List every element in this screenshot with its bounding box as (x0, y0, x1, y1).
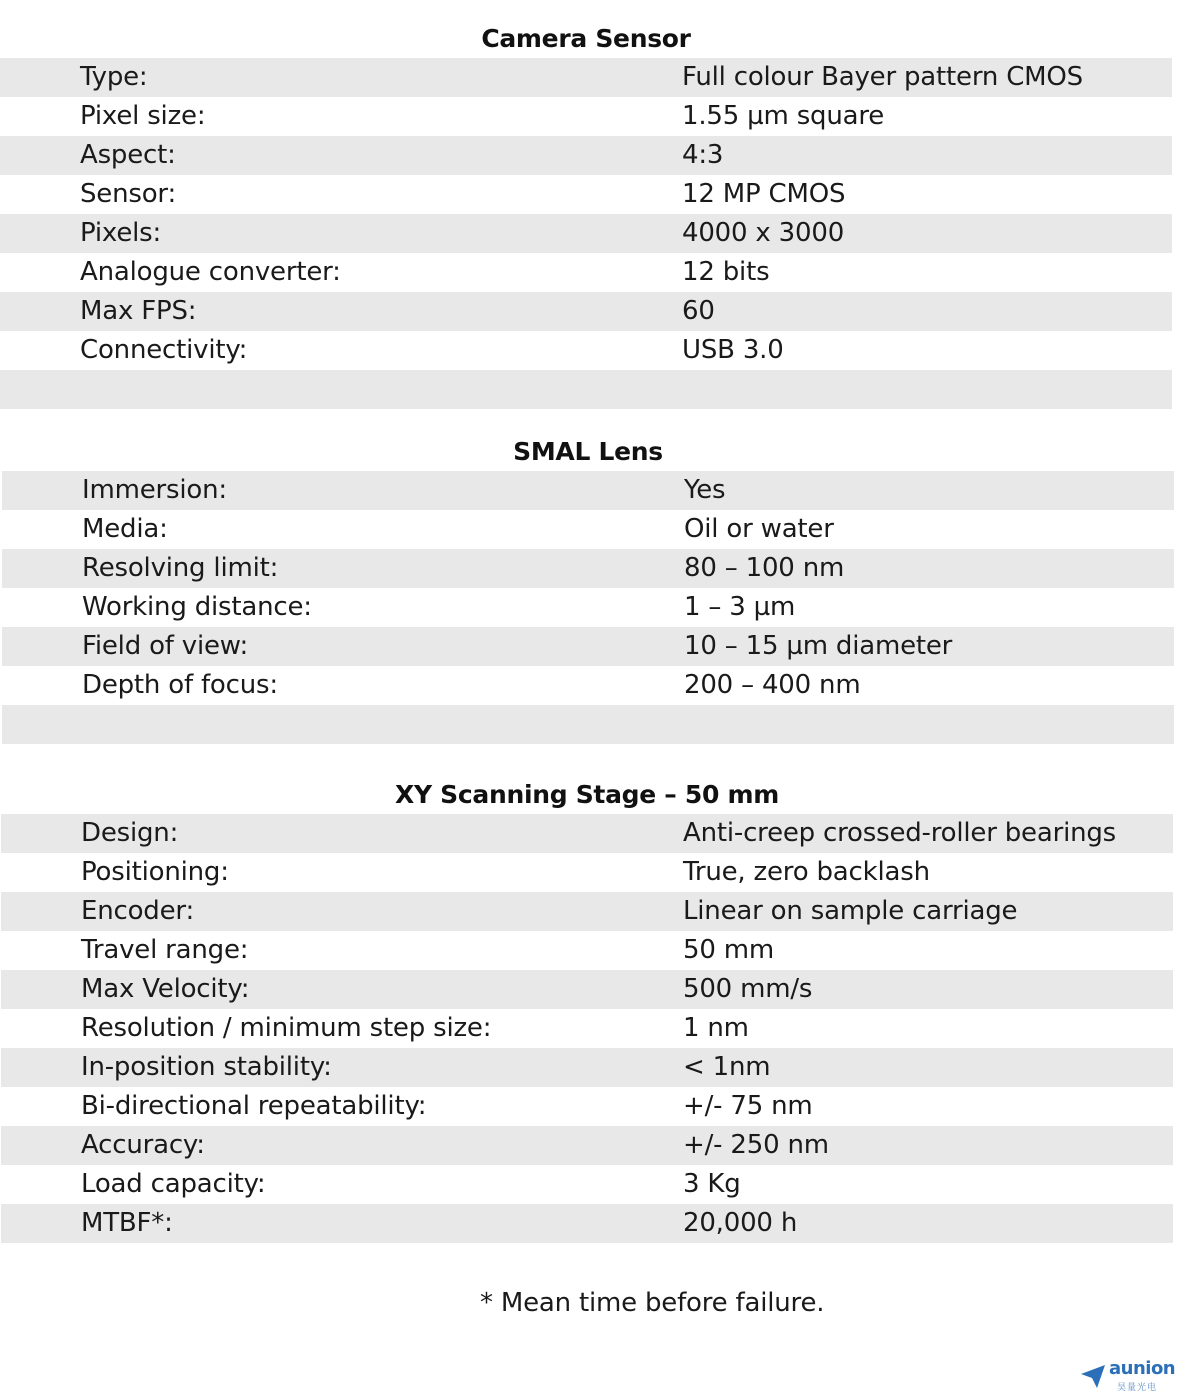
spec-value: 1 nm (683, 1013, 749, 1043)
xy-scanning-stage-section (1, 775, 1173, 1243)
spec-value: 80 – 100 nm (684, 553, 845, 583)
spec-value: +/- 75 nm (683, 1091, 813, 1121)
spec-label: Resolution / minimum step size: (81, 1013, 492, 1043)
spec-value: 10 – 15 µm diameter (684, 631, 953, 661)
spec-value: Anti-creep crossed-roller bearings (683, 818, 1117, 848)
spec-label: Immersion: (82, 475, 227, 505)
spec-row (0, 175, 1172, 214)
spec-row (1, 1087, 1173, 1126)
spec-row (1, 931, 1173, 970)
spec-row (2, 471, 1174, 510)
spec-label: Design: (81, 818, 179, 848)
section-title: SMAL Lens (513, 437, 663, 466)
camera-sensor-section (0, 19, 1172, 409)
spec-row (0, 253, 1172, 292)
spacer-row (0, 370, 1172, 409)
spec-value: Full colour Bayer pattern CMOS (682, 62, 1083, 92)
spec-row (2, 627, 1174, 666)
spec-label: Travel range: (81, 935, 249, 965)
spec-label: MTBF*: (81, 1208, 173, 1238)
spec-label: Resolving limit: (82, 553, 279, 583)
spec-row (1, 1009, 1173, 1048)
spec-row (0, 97, 1172, 136)
spec-label: Max Velocity: (81, 974, 250, 1004)
spec-row (2, 549, 1174, 588)
spec-row (0, 214, 1172, 253)
spec-label: Type: (80, 62, 148, 92)
spec-row (0, 58, 1172, 97)
spec-label: Connectivity: (80, 335, 248, 365)
spec-value: 4000 x 3000 (682, 218, 845, 248)
spec-value: 3 Kg (683, 1169, 741, 1199)
spec-row (0, 136, 1172, 175)
spec-label: Field of view: (82, 631, 249, 661)
spec-value: +/- 250 nm (683, 1130, 829, 1160)
spec-row (2, 588, 1174, 627)
spec-value: 12 MP CMOS (682, 179, 846, 209)
spec-label: Pixel size: (80, 101, 206, 131)
spec-row (2, 510, 1174, 549)
spec-label: Positioning: (81, 857, 229, 887)
spec-label: Depth of focus: (82, 670, 278, 700)
spec-value: Linear on sample carriage (683, 896, 1018, 926)
spec-value: 200 – 400 nm (684, 670, 861, 700)
spec-label: Max FPS: (80, 296, 197, 326)
spec-value: 20,000 h (683, 1208, 798, 1238)
spec-value: 1 – 3 µm (684, 592, 796, 622)
spec-value: Yes (684, 475, 726, 505)
spec-value: 50 mm (683, 935, 775, 965)
spec-value: 60 (682, 296, 715, 326)
spec-label: Analogue converter: (80, 257, 341, 287)
spec-label: Bi-directional repeatability: (81, 1091, 427, 1121)
section-title: XY Scanning Stage – 50 mm (394, 780, 780, 809)
spec-row (1, 853, 1173, 892)
spec-value: 4:3 (682, 140, 724, 170)
spec-label: Encoder: (81, 896, 195, 926)
paper-plane-icon (1079, 1362, 1107, 1390)
spec-row (1, 1048, 1173, 1087)
smal-lens-section (2, 432, 1174, 744)
spec-value: < 1nm (683, 1052, 771, 1082)
brand-logo (1079, 1360, 1179, 1392)
logo-name: aunion (1109, 1358, 1176, 1379)
footnote: * Mean time before failure. (480, 1288, 825, 1318)
spec-row (0, 292, 1172, 331)
spec-row (2, 666, 1174, 705)
spec-label: Load capacity: (81, 1169, 266, 1199)
spec-label: In-position stability: (81, 1052, 332, 1082)
spec-row (1, 1204, 1173, 1243)
spec-value: 12 bits (682, 257, 770, 287)
spec-label: Sensor: (80, 179, 177, 209)
section-title: Camera Sensor (481, 24, 691, 53)
spec-label: Media: (82, 514, 168, 544)
spec-value: 1.55 µm square (682, 101, 885, 131)
spec-label: Pixels: (80, 218, 162, 248)
spec-row (1, 814, 1173, 853)
spec-row (1, 1165, 1173, 1204)
spec-value: USB 3.0 (682, 335, 784, 365)
spec-value: 500 mm/s (683, 974, 813, 1004)
spec-label: Working distance: (82, 592, 312, 622)
spec-label: Aspect: (80, 140, 176, 170)
spec-label: Accuracy: (81, 1130, 205, 1160)
spec-value: True, zero backlash (683, 857, 930, 887)
spec-row (1, 1126, 1173, 1165)
spec-row (1, 892, 1173, 931)
spec-row (0, 331, 1172, 370)
logo-subtitle: 昊量光电 (1117, 1383, 1158, 1393)
spec-value: Oil or water (684, 514, 834, 544)
spec-row (1, 970, 1173, 1009)
spacer-row (2, 705, 1174, 744)
